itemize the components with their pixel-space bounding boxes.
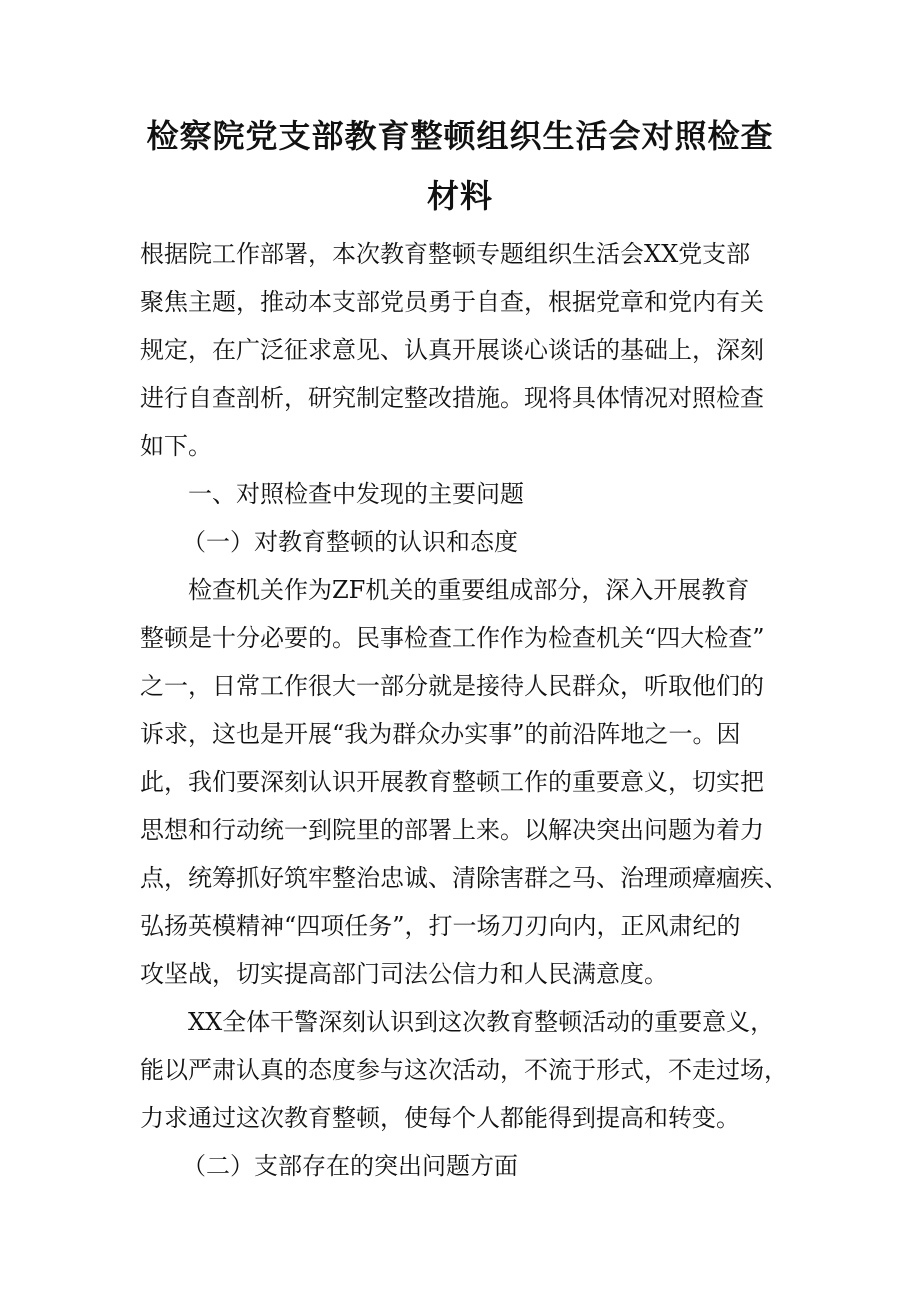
paragraph-1-line: 诉求，这也是开展“我为群众办实事”的前沿阵地之一。因 bbox=[140, 720, 741, 748]
paragraph-2-line: 能以严肃认真的态度参与这次活动，不流于形式，不走过场， bbox=[140, 1056, 788, 1084]
paragraph-2-line: XX全体干警深刻认识到这次教育整顿活动的重要意义， bbox=[188, 1008, 775, 1036]
intro-line: 聚焦主题，推动本支部党员勇于自查，根据党章和党内有关 bbox=[140, 288, 764, 316]
intro-line: 规定，在广泛征求意见、认真开展谈心谈话的基础上，深刻 bbox=[140, 336, 764, 364]
intro-line: 如下。 bbox=[140, 432, 212, 460]
paragraph-1-line: 点，统筹抓好筑牢整治忠诚、清除害群之马、治理顽瘴痼疾、 bbox=[140, 864, 788, 892]
paragraph-1 bbox=[140, 566, 788, 998]
intro-line: 根据院工作部署，本次教育整顿专题组织生活会XX党支部 bbox=[140, 240, 751, 268]
subsection-2-heading: （二）支部存在的突出问题方面 bbox=[182, 1152, 518, 1180]
intro-paragraph bbox=[140, 230, 780, 470]
subsection-2-block bbox=[140, 1142, 780, 1190]
paragraph-1-line: 思想和行动统一到院里的部署上来。以解决突出问题为着力 bbox=[140, 816, 764, 844]
paragraph-1-line: 之一，日常工作很大一部分就是接待人民群众，听取他们的 bbox=[140, 672, 764, 700]
paragraph-1-line: 弘扬英模精神“四项任务”，打一场刀刃向内，正风肃纪的 bbox=[140, 912, 741, 940]
paragraph-2 bbox=[140, 998, 788, 1142]
paragraph-1-line: 整顿是十分必要的。民事检查工作作为检查机关“四大检查” bbox=[140, 624, 765, 652]
section-1-heading-block bbox=[140, 470, 780, 566]
paragraph-2-line: 力求通过这次教育整顿，使每个人都能得到提高和转变。 bbox=[140, 1104, 740, 1132]
section-1-heading: 一、对照检查中发现的主要问题 bbox=[188, 480, 524, 508]
paragraph-1-line: 检查机关作为ZF机关的重要组成部分，深入开展教育 bbox=[188, 576, 750, 604]
paragraph-1-line: 攻坚战，切实提高部门司法公信力和人民满意度。 bbox=[140, 960, 668, 988]
paragraph-1-line: 此，我们要深刻认识开展教育整顿工作的重要意义，切实把 bbox=[140, 768, 764, 796]
document-title-line-1: 检察院党支部教育整顿组织生活会对照检查 bbox=[146, 117, 774, 155]
subsection-1-heading: （一）对教育整顿的认识和态度 bbox=[182, 528, 518, 556]
document-title-line-2: 材料 bbox=[426, 177, 493, 215]
intro-line: 进行自查剖析，研究制定整改措施。现将具体情况对照检查 bbox=[140, 384, 764, 412]
